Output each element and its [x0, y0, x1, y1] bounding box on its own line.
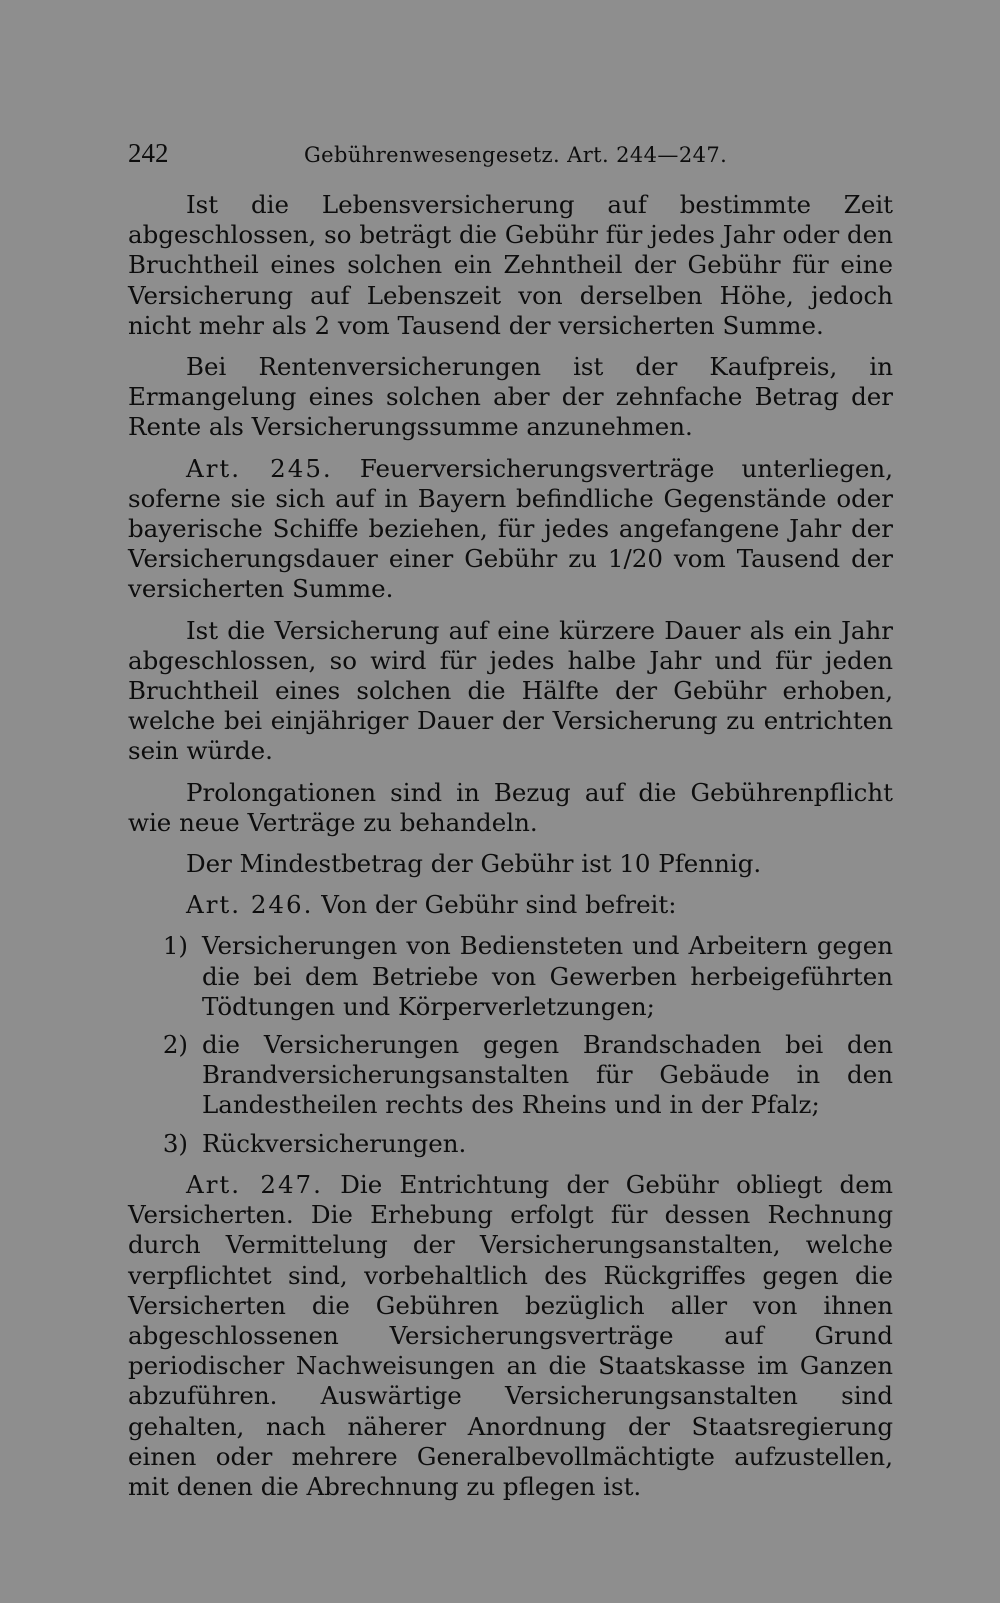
list-item: [128, 931, 893, 1022]
article-label-246: Art. 246.: [186, 890, 314, 920]
list-item-number: 3): [162, 1128, 188, 1158]
paragraph-art-246: [128, 890, 893, 920]
list-item-text: Rückversicherungen.: [202, 1128, 467, 1158]
list-item: [128, 1129, 893, 1159]
list-item-number: 2): [162, 1030, 188, 1060]
list-item-number: 1): [162, 931, 188, 961]
article-text-245: Feuerversicherungsverträge unterliegen, soferne sie sich auf in Bayern befindliche Gegenstände oder bayerische Schiffe beziehen, für jedes angefangene Jahr der Versicherungsdauer einer Gebühr zu 1/20 vom Tausend der versicherten Summe.: [128, 453, 893, 604]
document-page: [128, 138, 893, 1513]
paragraph-annuity-insurance: Bei Rentenversicherungen ist der Kaufpreis, in Ermangelung eines solchen aber der zehnfache Betrag der Rente als Versicherungssumme anzunehmen.: [128, 352, 893, 442]
article-text-246: Von der Gebühr sind befreit:: [321, 890, 677, 920]
article-label-245: Art. 245.: [186, 453, 333, 483]
paragraph-prolongations: Prolongationen sind in Bezug auf die Gebührenpflicht wie neue Verträge zu behandeln.: [128, 777, 893, 837]
paragraph-art-245: [128, 454, 893, 605]
paragraph-short-duration: Ist die Versicherung auf eine kürzere Dauer als ein Jahr abgeschlossen, so wird für jedes halbe Jahr und für jeden Bruchtheil eines solchen die Hälfte der Gebühr erhoben, welche bei einjähriger Dauer der Versicherung zu entrichten sein würde.: [128, 615, 893, 766]
paragraph-life-insurance-term: Ist die Lebensversicherung auf bestimmte Zeit abgeschlossen, so beträgt die Gebühr für jedes Jahr oder den Bruchtheil eines solchen ein Zehntheil der Gebühr für eine Versicherung auf Lebenszeit von derselben Höhe, jedoch nicht mehr als 2 vom Tausend der versicherten Summe.: [128, 190, 893, 340]
article-label-247: Art. 247.: [186, 1169, 323, 1199]
page-number: 242: [128, 138, 169, 168]
list-item-text: die Versicherungen gegen Brandschaden bei den Brandversicherungsanstalten für Gebäude in den Landestheilen rechts des Rheins und in der Pfalz;: [202, 1030, 893, 1120]
running-head: Gebührenwesengesetz. Art. 244—247.: [304, 143, 728, 167]
list-item: [128, 1030, 893, 1121]
list-item-text: Versicherungen von Bediensteten und Arbeitern gegen die bei dem Betriebe von Gewerben herbeigeführten Tödtungen und Körperverletzungen;: [202, 931, 893, 1021]
article-text-247: Die Entrichtung der Gebühr obliegt dem Versicherten. Die Erhebung erfolgt für dessen Rechnung durch Vermittelung der Versicherungsanstalten, welche verpflichtet sind, vorbehaltlich des Rückgriffes gegen die Versicherten die Gebühren bezüglich aller von ihnen abgeschlossenen Versicherungsverträge auf Grund periodischer Nachweisungen an die Staatskasse im Ganzen abzuführen. Auswärtige Versicherungsanstalten sind gehalten, nach näherer Anordnung der Staatsregierung einen oder mehrere Generalbevollmächtigte aufzustellen, mit denen die Abrechnung zu pflegen ist.: [128, 1169, 893, 1501]
page-header: [128, 138, 893, 172]
exemption-list: [128, 931, 893, 1158]
paragraph-minimum-fee: Der Mindestbetrag der Gebühr ist 10 Pfennig.: [186, 849, 762, 879]
paragraph-art-247: [128, 1170, 893, 1502]
